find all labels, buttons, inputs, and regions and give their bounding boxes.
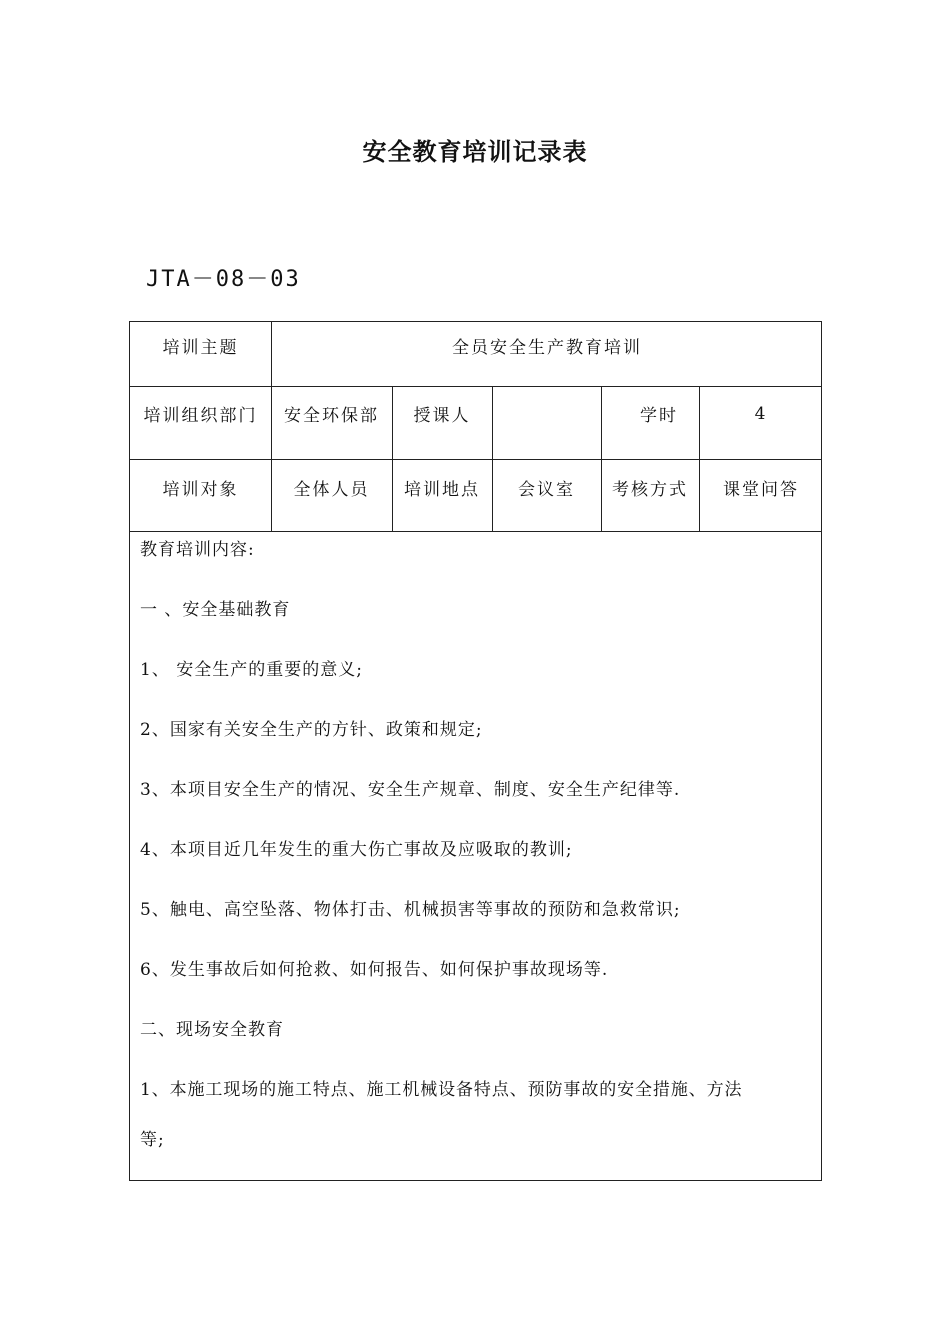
target-label: 培训对象 (162, 479, 239, 500)
teacher-label: 授课人 (413, 406, 471, 426)
row-divider (130, 531, 821, 532)
content-line: 1、本施工现场的施工特点、施工机械设备特点、预防事故的安全措施、方法 (140, 1080, 743, 1100)
content-line: 6、发生事故后如何抢救、如何报告、如何保护事故现场等. (140, 960, 609, 980)
topic-label: 培训主题 (162, 337, 239, 358)
page-title: 安全教育培训记录表 (362, 138, 588, 166)
hours-label: 学时 (640, 406, 678, 426)
content-heading: 教育培训内容: (140, 540, 255, 560)
training-record-table (129, 321, 822, 1181)
content-line: 3、本项目安全生产的情况、安全生产规章、制度、安全生产纪律等. (140, 780, 681, 800)
location-label: 培训地点 (404, 479, 480, 500)
assessment-value: 课堂问答 (723, 479, 799, 500)
content-line: 5、触电、高空坠落、物体打击、机械损害等事故的预防和急救常识; (140, 900, 681, 920)
content-line: 等; (140, 1130, 165, 1150)
hours-value: 4 (754, 403, 768, 424)
location-value: 会议室 (518, 479, 575, 500)
content-line: 1、 安全生产的重要的意义; (140, 660, 363, 680)
topic-value: 全员安全生产教育培训 (452, 337, 642, 358)
content-line: 4、本项目近几年发生的重大伤亡事故及应吸取的教训; (140, 840, 573, 860)
form-code: JTA－08－03 (146, 267, 301, 292)
teacher-value (492, 386, 601, 441)
content-line: 二、现场安全教育 (140, 1020, 284, 1040)
target-value: 全体人员 (293, 479, 370, 500)
content-line: 2、国家有关安全生产的方针、政策和规定; (140, 720, 483, 740)
assessment-label: 考核方式 (612, 479, 688, 500)
content-line: 一 、安全基础教育 (140, 600, 291, 620)
department-label: 培训组织部门 (143, 406, 258, 426)
department-value: 安全环保部 (284, 406, 379, 426)
